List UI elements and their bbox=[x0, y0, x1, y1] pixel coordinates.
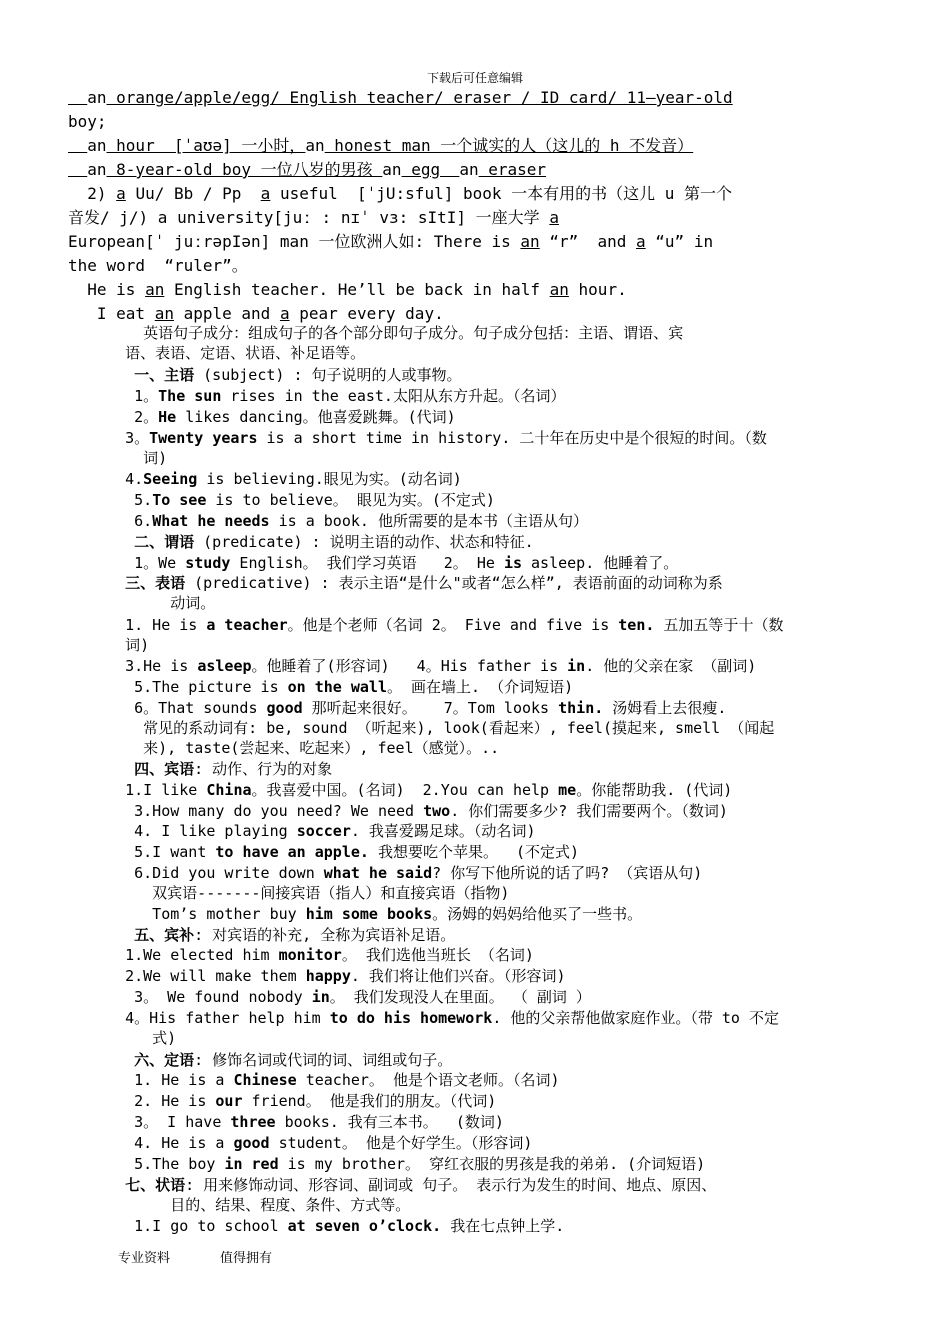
text-span: : 修饰名词或代词的词、词组或句子。 bbox=[194, 1051, 453, 1069]
text-span: (predicate) : 说明主语的动作、状态和特征. bbox=[194, 533, 534, 551]
text-line bbox=[98, 802, 728, 821]
text-span: friend。 他是我们的朋友。（代词) bbox=[242, 1092, 497, 1110]
bold-term: To see bbox=[152, 491, 207, 509]
text-span: 6。That sounds bbox=[98, 699, 267, 717]
underlined-article: an bbox=[145, 280, 165, 299]
text-span: books. 我有三本书。 (数词) bbox=[275, 1113, 504, 1131]
text-span: 1。We bbox=[98, 554, 186, 572]
text-span: 目的、结果、程度、条件、方式等。 bbox=[98, 1196, 411, 1214]
text-line bbox=[98, 988, 591, 1007]
bold-term: Chinese bbox=[233, 1071, 297, 1089]
text-span: 动词。 bbox=[98, 594, 216, 612]
underlined-article: honest man 一个诚实的人（这儿的 h 不发音） bbox=[324, 136, 694, 155]
text-span: 常见的系动词有: be, sound （听起来), look(看起来）, feel(摸起来, smell （闻起 bbox=[98, 719, 775, 737]
text-span: 5.The picture is bbox=[98, 678, 288, 696]
text-span: 1.I like bbox=[98, 781, 207, 799]
bold-term: three bbox=[230, 1113, 276, 1131]
bold-term: 三、表语 bbox=[98, 574, 186, 592]
bold-term: good bbox=[266, 699, 303, 717]
text-span: 五加五等于十（数 bbox=[654, 616, 784, 634]
text-line bbox=[98, 594, 215, 613]
underlined-article: a bbox=[549, 208, 559, 227]
text-span: pear every day. bbox=[289, 304, 444, 323]
text-line bbox=[98, 324, 683, 343]
text-span: 1.I go to school bbox=[98, 1217, 288, 1235]
bold-term: The sun bbox=[158, 387, 222, 405]
text-span: 我想要吃个苹果。 (不定式) bbox=[368, 843, 580, 861]
text-span: 式) bbox=[98, 1029, 177, 1047]
text-span: ? 你写下他所说的话了吗? （宾语从句) bbox=[432, 864, 703, 882]
bold-term: happy bbox=[305, 967, 351, 985]
underlined-article: an bbox=[520, 232, 540, 251]
text-span: boy; bbox=[68, 112, 107, 131]
bold-term: ten. bbox=[618, 616, 655, 634]
text-line bbox=[98, 429, 767, 448]
text-line bbox=[98, 387, 565, 406]
text-span: rises in the east.太阳从东方升起。（名词） bbox=[221, 387, 566, 405]
text-line bbox=[98, 470, 462, 489]
text-span: 6.Did you write down bbox=[98, 864, 324, 882]
bold-term: monitor bbox=[278, 946, 342, 964]
text-line bbox=[98, 781, 732, 800]
bold-term: in red bbox=[224, 1155, 279, 1173]
bold-term: what he said bbox=[323, 864, 433, 882]
text-line bbox=[98, 512, 588, 531]
text-span: an bbox=[87, 88, 107, 107]
bold-term: me bbox=[558, 781, 577, 799]
bold-term: 五、宾补 bbox=[98, 926, 195, 944]
bold-term: him some books bbox=[305, 905, 433, 923]
text-span: European[ˈ juːrəpIən] man 一位欧洲人如: There is bbox=[68, 232, 521, 251]
text-line bbox=[98, 657, 756, 676]
text-span: . 我们将让他们兴奋。（形容词) bbox=[350, 967, 566, 985]
text-span: 。他睡着了(形容词) 4。His father is bbox=[251, 657, 568, 675]
text-line bbox=[68, 304, 444, 324]
underlined-article: hour [ˈaʊə] 一小时， bbox=[106, 136, 306, 155]
text-span: 我在七点钟上学. bbox=[441, 1217, 565, 1235]
underlined-article: an bbox=[154, 304, 174, 323]
text-line bbox=[68, 184, 732, 204]
text-span: is believing.眼见为实。(动名词) bbox=[197, 470, 462, 488]
text-line bbox=[98, 636, 149, 655]
text-span: 1。 bbox=[98, 387, 159, 405]
text-span: an bbox=[87, 160, 107, 179]
bold-term: good bbox=[233, 1134, 270, 1152]
text-span: 4. bbox=[98, 470, 144, 488]
text-span: 语、表语、定语、状语、补足语等。 bbox=[98, 344, 366, 362]
text-span: . 我喜爱踢足球。（动名词) bbox=[350, 822, 536, 840]
text-line bbox=[98, 366, 462, 385]
bold-term: asleep bbox=[197, 657, 252, 675]
text-span: apple and bbox=[173, 304, 280, 323]
bold-term: 一、主语 bbox=[98, 366, 195, 384]
text-span: useful [ˈjU:sful] book 一本有用的书（这儿 u 第一个 bbox=[270, 184, 733, 203]
text-line bbox=[68, 112, 107, 132]
text-span: 2。 bbox=[98, 408, 159, 426]
text-line bbox=[98, 905, 642, 924]
text-span: 。他是个老师（名词 2。 Five and five is bbox=[287, 616, 619, 634]
text-line bbox=[98, 967, 565, 986]
text-span: an bbox=[459, 160, 479, 179]
text-span: is to believe。 眼见为实。(不定式) bbox=[206, 491, 495, 509]
text-line bbox=[98, 1029, 176, 1048]
text-span: 。我喜爱中国。(名词) 2.You can help bbox=[251, 781, 559, 799]
text-line bbox=[68, 256, 248, 276]
text-span: : 对宾语的补充, 全称为宾语补足语。 bbox=[194, 926, 456, 944]
page-header: 下载后可任意编辑 bbox=[426, 71, 523, 85]
text-span: teacher。 他是个语文老师。（名词) bbox=[296, 1071, 560, 1089]
text-line bbox=[98, 946, 534, 965]
text-line bbox=[98, 1196, 410, 1215]
bold-term: soccer bbox=[296, 822, 351, 840]
text-line bbox=[98, 533, 534, 552]
text-span: is a book. 他所需要的是本书（主语从句） bbox=[269, 512, 588, 530]
text-span: is a short time in history. 二十年在历史中是个很短的时间。（数 bbox=[257, 429, 767, 447]
text-span: the word “ruler”。 bbox=[68, 256, 248, 275]
bold-term: He bbox=[158, 408, 177, 426]
text-span: student。 他是个好学生。（形容词) bbox=[269, 1134, 533, 1152]
text-span: 英语句子成分：组成句子的各个部分即句子成分。句子成分包括：主语、谓语、宾 bbox=[98, 324, 684, 342]
text-line bbox=[98, 719, 774, 738]
text-span: 3。 I have bbox=[98, 1113, 231, 1131]
text-span: 3.He is bbox=[98, 657, 198, 675]
text-span: 1.We elected him bbox=[98, 946, 279, 964]
text-line bbox=[98, 491, 495, 510]
bold-term: is bbox=[503, 554, 522, 572]
bold-term: 四、宾语 bbox=[98, 760, 195, 778]
underlined-article: an bbox=[549, 280, 569, 299]
underlined-article: a bbox=[636, 232, 646, 251]
bold-term: China bbox=[206, 781, 252, 799]
text-span: English teacher. He’ll be back in half bbox=[164, 280, 550, 299]
text-span: Uu/ Bb / Pp bbox=[125, 184, 261, 203]
text-span: hour. bbox=[568, 280, 627, 299]
bold-term: our bbox=[215, 1092, 243, 1110]
text-line bbox=[68, 232, 713, 252]
text-span: 4。His father help him bbox=[98, 1009, 330, 1027]
text-span: “r” and bbox=[539, 232, 637, 251]
text-span: 。汤姆的妈妈给他买了一些书。 bbox=[432, 905, 643, 923]
text-span: 3。 bbox=[98, 429, 150, 447]
text-line bbox=[98, 739, 499, 758]
bold-term: thin. bbox=[558, 699, 604, 717]
bold-term: 二、谓语 bbox=[98, 533, 195, 551]
text-line bbox=[98, 574, 723, 593]
bold-term: to have an apple. bbox=[215, 843, 369, 861]
text-line bbox=[98, 1071, 560, 1090]
underlined-article: a bbox=[279, 304, 290, 323]
bold-term: to do his homework bbox=[329, 1009, 493, 1027]
text-line bbox=[68, 208, 559, 228]
text-span: . 你们需要多少? 我们需要两个。（数词) bbox=[450, 802, 728, 820]
text-span: . 他的父亲在家 （副词) bbox=[585, 657, 757, 675]
text-span: an bbox=[87, 136, 107, 155]
text-line bbox=[68, 88, 733, 108]
text-span: 3.How many do you need? We need bbox=[98, 802, 424, 820]
text-span: likes dancing。他喜爱跳舞。(代词) bbox=[176, 408, 456, 426]
text-span: 词) bbox=[98, 449, 168, 467]
bold-term: 七、状语 bbox=[98, 1176, 186, 1194]
text-span: 1. He is bbox=[98, 616, 207, 634]
text-span: (subject) : 句子说明的人或事物。 bbox=[194, 366, 462, 384]
underlined-article: egg bbox=[401, 160, 460, 179]
text-line bbox=[98, 678, 573, 697]
text-span: 4. He is a bbox=[98, 1134, 234, 1152]
text-span: 。 画在墙上. （介词短语) bbox=[387, 678, 574, 696]
footer-right: 值得拥有 bbox=[220, 1251, 273, 1266]
text-span: 。 我们发现没人在里面。 （ 副词 ） bbox=[329, 988, 591, 1006]
underlined-article: orange/apple/egg/ English teacher/ eraser / ID card/ 11—year-old bbox=[106, 88, 733, 107]
text-line bbox=[98, 408, 456, 427]
underlined-article bbox=[68, 136, 87, 155]
text-line bbox=[98, 1051, 452, 1070]
text-span: (predicative) : 表示主语“是什么"或者“怎么样”, 表语前面的动词称为系 bbox=[185, 574, 723, 592]
bold-term: on the wall bbox=[287, 678, 387, 696]
text-span: Tom’s mother buy bbox=[98, 905, 306, 923]
underlined-article bbox=[68, 88, 87, 107]
text-line bbox=[98, 616, 783, 635]
bold-term: at seven o’clock. bbox=[287, 1217, 442, 1235]
bold-term: study bbox=[185, 554, 231, 572]
text-span: 音发/ j/) a university[juː : nɪˈ vɜ: sItI] 一座大学 bbox=[68, 208, 550, 227]
text-span: 词) bbox=[98, 636, 150, 654]
text-line bbox=[98, 884, 509, 903]
text-line bbox=[98, 1092, 496, 1111]
text-line bbox=[98, 1009, 779, 1028]
text-line bbox=[68, 136, 693, 156]
text-span: : 动作、行为的对象 bbox=[194, 760, 333, 778]
text-line bbox=[98, 1155, 705, 1174]
text-span: 5. bbox=[98, 491, 153, 509]
text-line bbox=[68, 160, 546, 180]
underlined-article bbox=[68, 160, 87, 179]
text-span: asleep. 他睡着了。 bbox=[522, 554, 679, 572]
text-span: 。你能帮助我. (代词) bbox=[576, 781, 733, 799]
bold-term: Twenty years bbox=[149, 429, 258, 447]
text-line bbox=[98, 926, 455, 945]
text-span: “u” in bbox=[645, 232, 714, 251]
text-line bbox=[98, 1134, 532, 1153]
text-span: 2.We will make them bbox=[98, 967, 306, 985]
text-line bbox=[98, 760, 332, 779]
bold-term: What he needs bbox=[152, 512, 270, 530]
text-line bbox=[98, 449, 167, 468]
text-span: 5.I want bbox=[98, 843, 216, 861]
text-span: 3。 We found nobody bbox=[98, 988, 312, 1006]
text-span: 来), taste(尝起来、吃起来）, feel（感觉）。.. bbox=[98, 739, 500, 757]
bold-term: in bbox=[311, 988, 330, 1006]
text-span: 汤姆看上去很瘦. bbox=[603, 699, 727, 717]
underlined-article: a bbox=[260, 184, 271, 203]
footer-left: 专业资料 bbox=[118, 1251, 171, 1266]
text-span: English。 我们学习英语 2。 He bbox=[230, 554, 504, 572]
text-span: 1. He is a bbox=[98, 1071, 234, 1089]
text-line bbox=[98, 1113, 504, 1132]
bold-term: a teacher bbox=[206, 616, 288, 634]
underlined-article: 8-year-old boy 一位八岁的男孩 bbox=[106, 160, 383, 179]
text-span: . 他的父亲帮他做家庭作业。（带 to 不定 bbox=[492, 1009, 779, 1027]
text-span: 双宾语-------间接宾语（指人）和直接宾语（指物) bbox=[98, 884, 510, 902]
text-line bbox=[98, 843, 579, 862]
text-line bbox=[98, 344, 365, 363]
text-span: I eat bbox=[68, 304, 155, 323]
text-span: 。 我们选他当班长 （名词) bbox=[341, 946, 534, 964]
text-line bbox=[68, 280, 627, 300]
bold-term: Seeing bbox=[143, 470, 198, 488]
text-span: an bbox=[305, 136, 325, 155]
text-span: 2) bbox=[68, 184, 117, 203]
text-span: 那听起来很好。 7。Tom looks bbox=[302, 699, 559, 717]
text-line bbox=[98, 554, 678, 573]
text-span: 2. He is bbox=[98, 1092, 216, 1110]
text-line bbox=[98, 1176, 716, 1195]
text-span: He is bbox=[68, 280, 146, 299]
text-line bbox=[98, 699, 726, 718]
bold-term: two bbox=[423, 802, 451, 820]
underlined-article: a bbox=[116, 184, 126, 203]
bold-term: in bbox=[567, 657, 586, 675]
text-line bbox=[98, 822, 535, 841]
text-span: 6. bbox=[98, 512, 153, 530]
text-span: : 用来修饰动词、形容词、副词或 句子。 表示行为发生的时间、地点、原因、 bbox=[185, 1176, 717, 1194]
text-line bbox=[98, 1217, 564, 1236]
text-span: an bbox=[382, 160, 402, 179]
text-span: 4. I like playing bbox=[98, 822, 297, 840]
text-span: 5.The boy bbox=[98, 1155, 225, 1173]
underlined-article: eraser bbox=[478, 160, 547, 179]
text-line bbox=[98, 864, 702, 883]
bold-term: 六、定语 bbox=[98, 1051, 195, 1069]
text-span: is my brother。 穿红衣服的男孩是我的弟弟. (介词短语) bbox=[278, 1155, 706, 1173]
